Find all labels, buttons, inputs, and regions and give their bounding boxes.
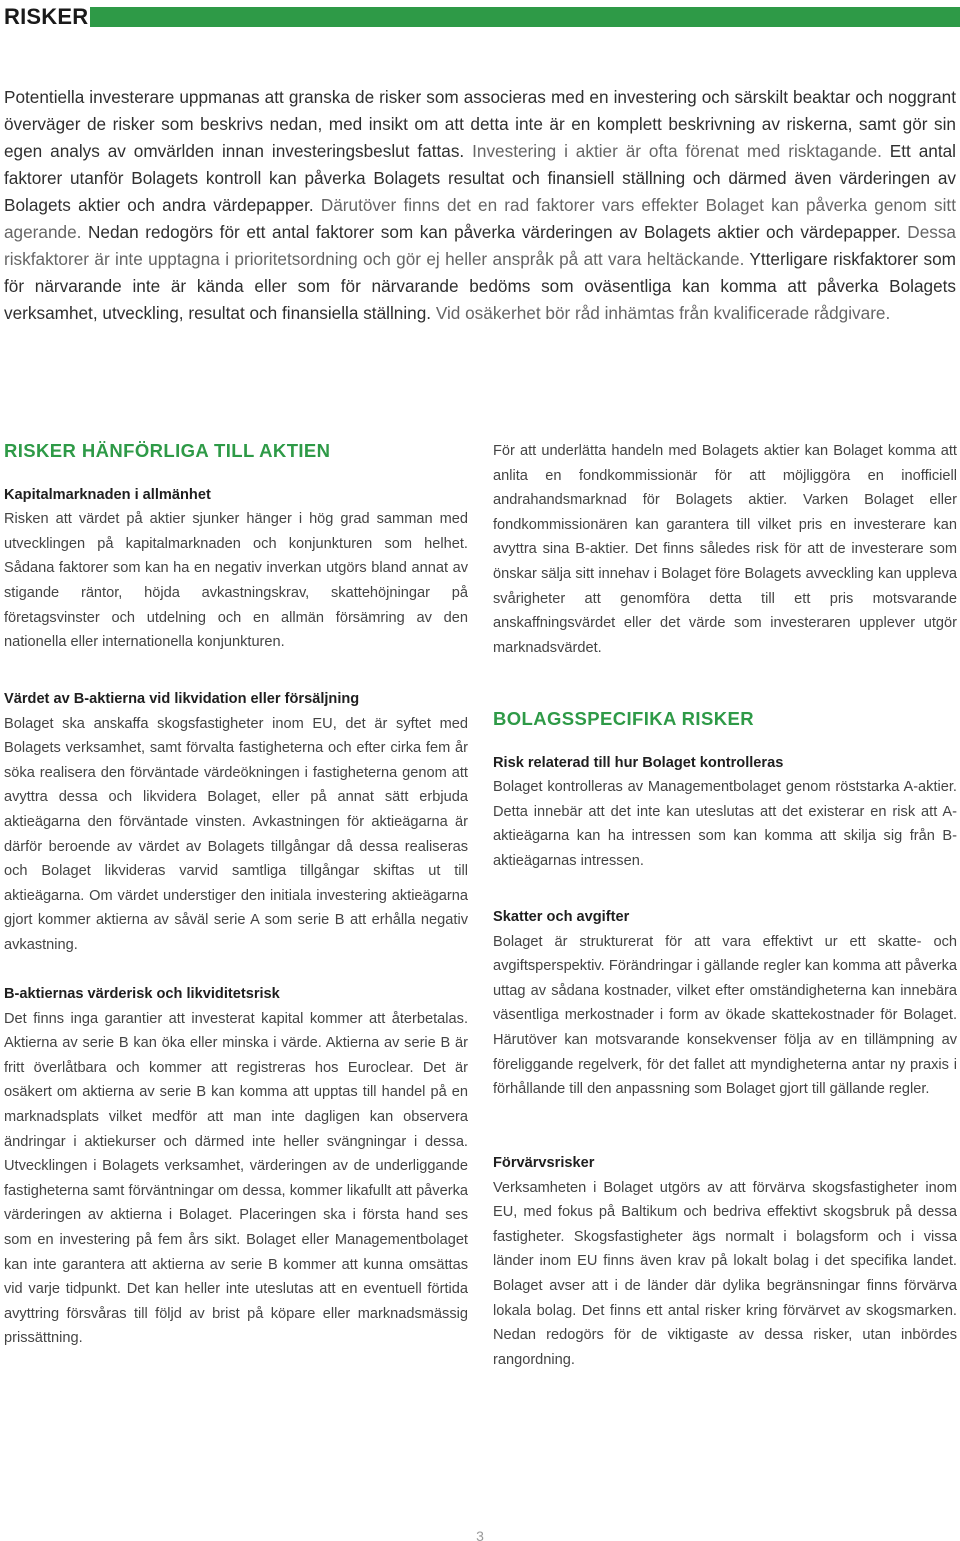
- right-column: [493, 439, 957, 660]
- intro-text-6: Dessa riskfaktorer är inte upptagna i prioritetsordning och gör ej heller anspråk på att vara heltäckande.: [4, 222, 956, 269]
- subheading-acquisition-risks: Förvärvsrisker: [493, 1155, 595, 1171]
- right-column-company-risks: [493, 707, 957, 874]
- intro-text-3: Ett antal faktorer utanför Bolagets kontroll kan påverka Bolagets resultat och finansiell ställning och därmed även värderingen av Bolagets aktier och andra värdepapper.: [4, 141, 957, 215]
- right-column-section-acquisition: [493, 1151, 957, 1372]
- subheading-capital-market: Kapitalmarknaden i allmänhet: [4, 486, 211, 503]
- intro-paragraph: [4, 84, 956, 327]
- intro-text-7: Ytterligare riskfaktorer som för närvarande inte är kända eller som för närvarande bedöms som oväsentliga kan komma att påverka Bolagets verksamhet, utveckling, resultat och finansiella ställning.: [4, 249, 956, 323]
- page-header: [0, 0, 960, 34]
- subheading-b-share-value: Värdet av B-aktierna vid likvidation eller försäljning: [4, 691, 360, 707]
- section-heading-company-risks: BOLAGSSPECIFIKA RISKER: [493, 708, 754, 729]
- intro-text-1: Potentiella investerare uppmanas att granska de risker som associeras med en investering och särskilt beaktar och noggrant överväger de risker som beskrivs nedan, med insikt om att detta inte är en komplett beskrivning av riskerna, samt gör sin egen analys av omvärlden innan investeringsbeslut fattas.: [4, 87, 956, 161]
- subheading-value-liquidity-risk: B-aktiernas värderisk och likviditetsrisk: [4, 986, 280, 1002]
- paragraph-acquisition-risks: Verksamheten i Bolaget utgörs av att förvärva skogsfastigheter inom EU, med fokus på Baltikum och bedriva effektivt skogsbruk på dessa fastigheter. Skogsfastigheter ägs normalt i bolagsform och i vissa länder inom EU finns även krav på lokalt bolag i det specifika landet. Bolaget avser att i de länder där dylika begränsningar finns förvärva lokala bolag. Det finns ett antal risker kring förvärvet av skogsmarken. Nedan redogörs för de viktigaste av dessa risker, utan inbördes rangordning.: [493, 1179, 957, 1368]
- paragraph-value-liquidity-risk: Det finns inga garantier att investerat kapital kommer att återbetalas. Aktierna av serie B kan öka eller minska i värde. Aktierna av serie B är fritt överlåtbara och kommer att registreras hos Euroclear. Det är osäkert om aktierna av serie B kan komma att upptas till handel på en marknadsplats vilket medför att man inte dagligen kan observera ändringar i aktiekurser och därmed inte heller svängningar i dessa. Utvecklingen i Bolagets verksamhet, värderingen av de underliggande fastigheterna samt förväntningar om dessa, kommer likafullt att påverka värderingen av aktierna i Bolaget. Placeringen ska i första hand ses som en investering på fem års sikt. Bolaget eller Managementbolaget kan inte garantera att aktierna av serie B kommer att kunna omsättas vid varje tidpunkt. Det kan heller inte uteslutas att en eventuell förtida avyttring försvåras till följd av brist på köpare eller marknadsmässig prissättning.: [4, 1010, 468, 1347]
- paragraph-b-share-value: Bolaget ska anskaffa skogsfastigheter inom EU, det är syftet med Bolagets verksamhet, samt förvalta fastigheterna och efter cirka fem år söka realisera den förväntade värdeökningen i fastigheterna genom att avyttra dessa och likvidera Bolaget, eller på annat sätt erbjuda aktieägarna den förväntade vinsten. Avkastningen för aktieägarna är därför beroende av värdet av Bolagets tillgångar då dessa realiseras och Bolaget likvideras varvid samtliga tillgångar skiftas ut till aktieägarna. Om värdet understiger den initiala investering aktieägarna gjort kommer aktierna av såväl serie A som serie B att erhålla negativ avkastning.: [4, 715, 468, 953]
- right-column-section-taxes: [493, 905, 957, 1102]
- header-accent-bar: [90, 7, 960, 27]
- left-column: [4, 439, 468, 655]
- paragraph-taxes-fees: Bolaget är strukturerat för att vara effektivt ur ett skatte- och avgiftsperspektiv. Förändringar i gällande regler kan komma att påverka uttag av sådana kostnader, vilket efter omständigheterna kan innebära väsentliga merkostnader i form av ökade skattekostnader för Bolaget. Härutöver kan motsvarande konsekvenser följa av en tillämpning av föreliggande regelverk, för det fallet att myndigheterna antar ny praxis i förhållande till den anpassning som Bolaget gjort till gällande regler.: [493, 933, 957, 1098]
- section-heading-share-risks: RISKER HÄNFÖRLIGA TILL AKTIEN: [4, 440, 331, 461]
- subheading-taxes-fees: Skatter och avgifter: [493, 909, 630, 925]
- intro-text-5: Nedan redogörs för ett antal faktorer som kan påverka värderingen av Bolagets aktier och värdepapper.: [81, 222, 901, 242]
- intro-text-8: Vid osäkerhet bör råd inhämtas från kvalificerade rådgivare.: [431, 303, 891, 323]
- intro-text-2: Investering i aktier är ofta förenat med risktagande.: [464, 141, 882, 161]
- page-title: RISKER: [4, 4, 89, 29]
- intro-text-4: Därutöver finns det en rad faktorer vars effekter Bolaget kan påverka genom sitt agerande.: [4, 195, 956, 242]
- paragraph-control-risk: Bolaget kontrolleras av Managementbolaget genom röststarka A-aktier. Detta innebär att det inte kan uteslutas att det existerar en risk att A-aktieägarna kan ha intressen som kan komma att skilja sig från B-aktieägarnas intressen.: [493, 779, 957, 869]
- page-number: 3: [476, 1528, 484, 1541]
- paragraph-capital-market: Risken att värdet på aktier sjunker hänger i hög grad samman med utvecklingen på kapitalmarknaden och konjunkturen som helhet. Sådana faktorer som kan ha en negativ inverkan utgörs bland annat av stigande räntor, höjda avkastningskrav, skattehöjningar på företagsvinster och utdelning och en allmän försämring av den nationella eller internationella konjunkturen.: [4, 511, 468, 651]
- subheading-control-risk: Risk relaterad till hur Bolaget kontrolleras: [493, 754, 784, 771]
- left-column-section-3: [4, 982, 468, 1351]
- paragraph-secondary-market: För att underlätta handeln med Bolagets aktier kan Bolaget komma att anlita en fondkommissionär för att möjliggöra en inofficiell andrahandsmarknad för Bolagets aktier. Varken Bolaget eller fondkommissionären kan garantera till vilket pris en investerare kan avyttra sina B-aktier. Det finns således risk för att de investerare som önskar sälja sitt innehav i Bolaget före Bolagets avveckling kan uppleva svårigheter att genomföra detta till ett pris motsvarande anskaffningsvärdet eller det värde som investeraren upplever utgör marknadsvärdet.: [493, 443, 957, 656]
- left-column-section-2: [4, 687, 468, 958]
